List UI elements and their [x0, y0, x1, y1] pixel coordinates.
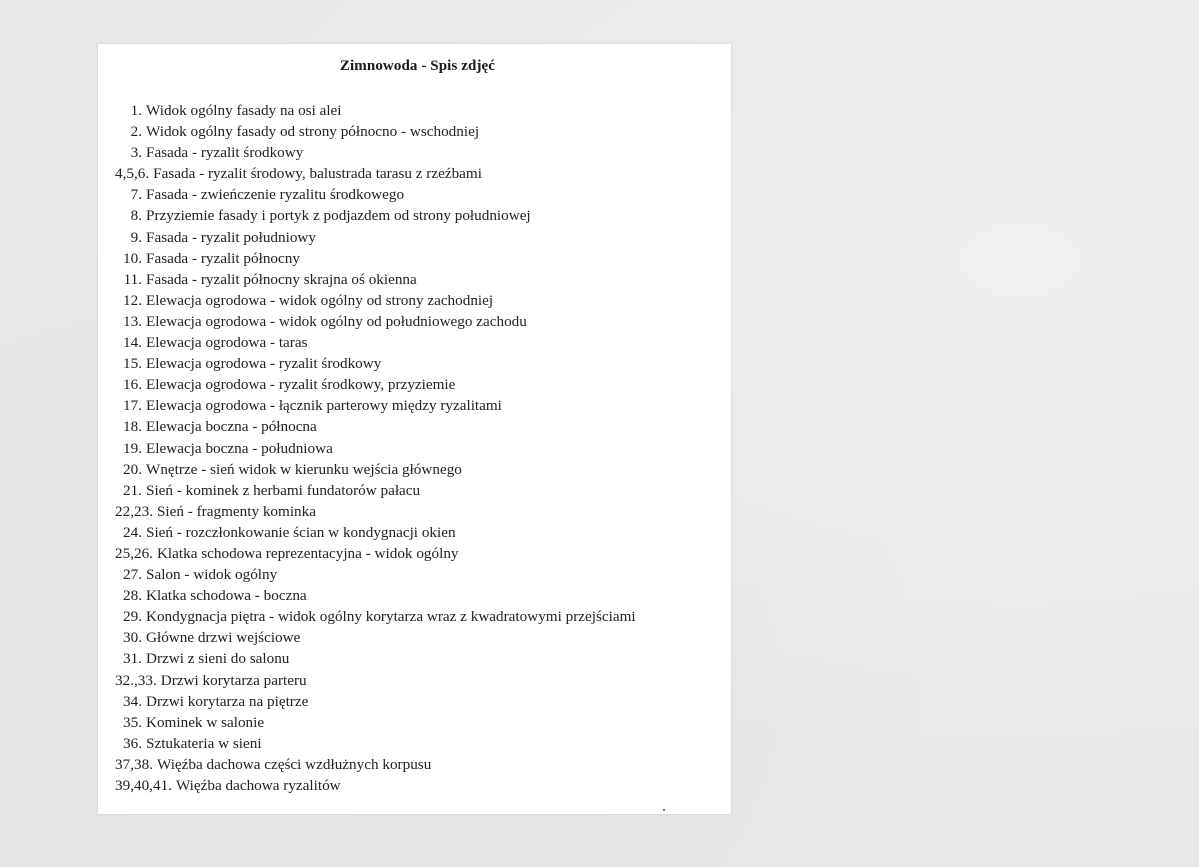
item-text: Widok ogólny fasady od strony północno - wschodniej	[146, 123, 480, 141]
photo-list	[115, 100, 636, 796]
item-text: Fasada - ryzalit północny skrajna oś okienna	[146, 270, 417, 288]
item-number: 3.	[130, 144, 142, 162]
item-number: 8.	[130, 207, 142, 225]
item-text: Sień - rozczłonkowanie ścian w kondygnacji okien	[146, 523, 456, 541]
item-text: Fasada - ryzalit środowy, balustrada tarasu z rzeźbami	[153, 165, 482, 183]
list-item	[115, 227, 636, 248]
item-number: 20.	[123, 460, 142, 478]
list-item	[115, 353, 636, 374]
item-number: 35.	[123, 713, 142, 731]
item-number: 34.	[123, 692, 142, 710]
item-number: 14.	[123, 334, 142, 352]
item-text: Fasada - ryzalit środkowy	[146, 144, 304, 162]
document-page	[98, 44, 731, 814]
list-item	[115, 775, 636, 796]
item-number: 7.	[130, 186, 142, 204]
item-text: Kondygnacja piętra - widok ogólny korytarza wraz z kwadratowymi przejściami	[146, 608, 636, 626]
item-number: 2.	[130, 123, 142, 141]
list-item	[115, 606, 636, 627]
item-text: Elewacja ogrodowa - ryzalit środkowy, przyziemie	[146, 376, 456, 394]
list-item	[115, 480, 636, 501]
item-text: Główne drzwi wejściowe	[146, 629, 301, 647]
item-number: 13.	[123, 312, 142, 330]
item-text: Fasada - ryzalit północny	[146, 249, 300, 267]
item-number: 31.	[123, 650, 142, 668]
item-number: 16.	[123, 376, 142, 394]
item-text: Więźba dachowa części wzdłużnych korpusu	[156, 755, 432, 773]
list-item	[115, 670, 636, 691]
item-text: Kominek w salonie	[146, 713, 265, 731]
item-text: Fasada - zwieńczenie ryzalitu środkowego	[146, 186, 405, 204]
item-number: 29.	[123, 608, 142, 626]
list-item	[115, 712, 636, 733]
list-item	[115, 142, 636, 163]
list-item	[115, 438, 636, 459]
item-text: Klatka schodowa reprezentacyjna - widok ogólny	[156, 544, 459, 562]
item-number: 30.	[123, 629, 142, 647]
list-item	[115, 543, 636, 564]
item-number: 37,38.	[115, 755, 153, 773]
item-number: 28.	[123, 587, 142, 605]
list-item	[115, 648, 636, 669]
item-text: Elewacja boczna - północna	[146, 418, 317, 436]
item-text: Sień - fragmenty kominka	[156, 502, 316, 520]
item-text: Elewacja ogrodowa - taras	[146, 334, 308, 352]
list-item	[115, 691, 636, 712]
list-item	[115, 627, 636, 648]
list-item	[115, 269, 636, 290]
item-text: Salon - widok ogólny	[146, 566, 278, 584]
item-text: Drzwi korytarza parteru	[160, 671, 307, 689]
list-item	[115, 205, 636, 226]
scan-speck	[663, 809, 665, 811]
list-item	[115, 522, 636, 543]
item-text: Wnętrze - sień widok w kierunku wejścia głównego	[146, 460, 462, 478]
item-number: 18.	[123, 418, 142, 436]
list-item	[115, 564, 636, 585]
item-number: 22,23.	[115, 502, 153, 520]
item-text: Elewacja ogrodowa - ryzalit środkowy	[146, 355, 382, 373]
item-text: Elewacja ogrodowa - widok ogólny od strony zachodniej	[146, 291, 494, 309]
item-text: Drzwi korytarza na piętrze	[146, 692, 309, 710]
item-number: 12.	[123, 291, 142, 309]
item-number: 39,40,41.	[115, 777, 172, 794]
item-text: Elewacja boczna - południowa	[146, 439, 333, 457]
list-item	[115, 501, 636, 522]
item-text: Klatka schodowa - boczna	[146, 587, 307, 605]
item-number: 4,5,6.	[115, 165, 150, 183]
item-number: 10.	[123, 249, 142, 267]
list-item	[115, 374, 636, 395]
list-item	[115, 332, 636, 353]
item-text: Drzwi z sieni do salonu	[146, 650, 290, 668]
list-item	[115, 248, 636, 269]
item-number: 15.	[123, 355, 142, 373]
list-item	[115, 290, 636, 311]
item-text: Przyziemie fasady i portyk z podjazdem od strony południowej	[146, 207, 531, 225]
list-item	[115, 416, 636, 437]
list-item	[115, 163, 636, 184]
list-item	[115, 184, 636, 205]
list-item	[115, 100, 636, 121]
item-number: 9.	[130, 228, 142, 246]
list-item	[115, 311, 636, 332]
item-number: 21.	[123, 481, 142, 499]
list-item	[115, 754, 636, 775]
item-number: 25,26.	[115, 544, 153, 562]
item-text: Więźba dachowa ryzalitów	[175, 777, 341, 794]
item-number: 32.,33.	[115, 671, 157, 689]
list-item	[115, 121, 636, 142]
list-item	[115, 459, 636, 480]
list-item	[115, 395, 636, 416]
item-number: 17.	[123, 397, 142, 415]
item-text: Elewacja ogrodowa - łącznik parterowy między ryzalitami	[146, 397, 502, 415]
item-number: 36.	[123, 734, 142, 752]
list-item	[115, 733, 636, 754]
item-number: 1.	[130, 102, 142, 119]
item-number: 11.	[123, 270, 142, 288]
item-text: Widok ogólny fasady na osi alei	[146, 102, 342, 119]
item-number: 24.	[123, 523, 142, 541]
item-text: Fasada - ryzalit południowy	[146, 228, 316, 246]
document-title: Zimnowoda - Spis zdjęć	[339, 58, 496, 74]
list-item	[115, 585, 636, 606]
item-text: Elewacja ogrodowa - widok ogólny od południowego zachodu	[146, 312, 527, 330]
item-text: Sztukateria w sieni	[146, 734, 262, 752]
item-text: Sień - kominek z herbami fundatorów pałacu	[146, 481, 421, 499]
item-number: 27.	[123, 566, 142, 584]
item-number: 19.	[123, 439, 142, 457]
